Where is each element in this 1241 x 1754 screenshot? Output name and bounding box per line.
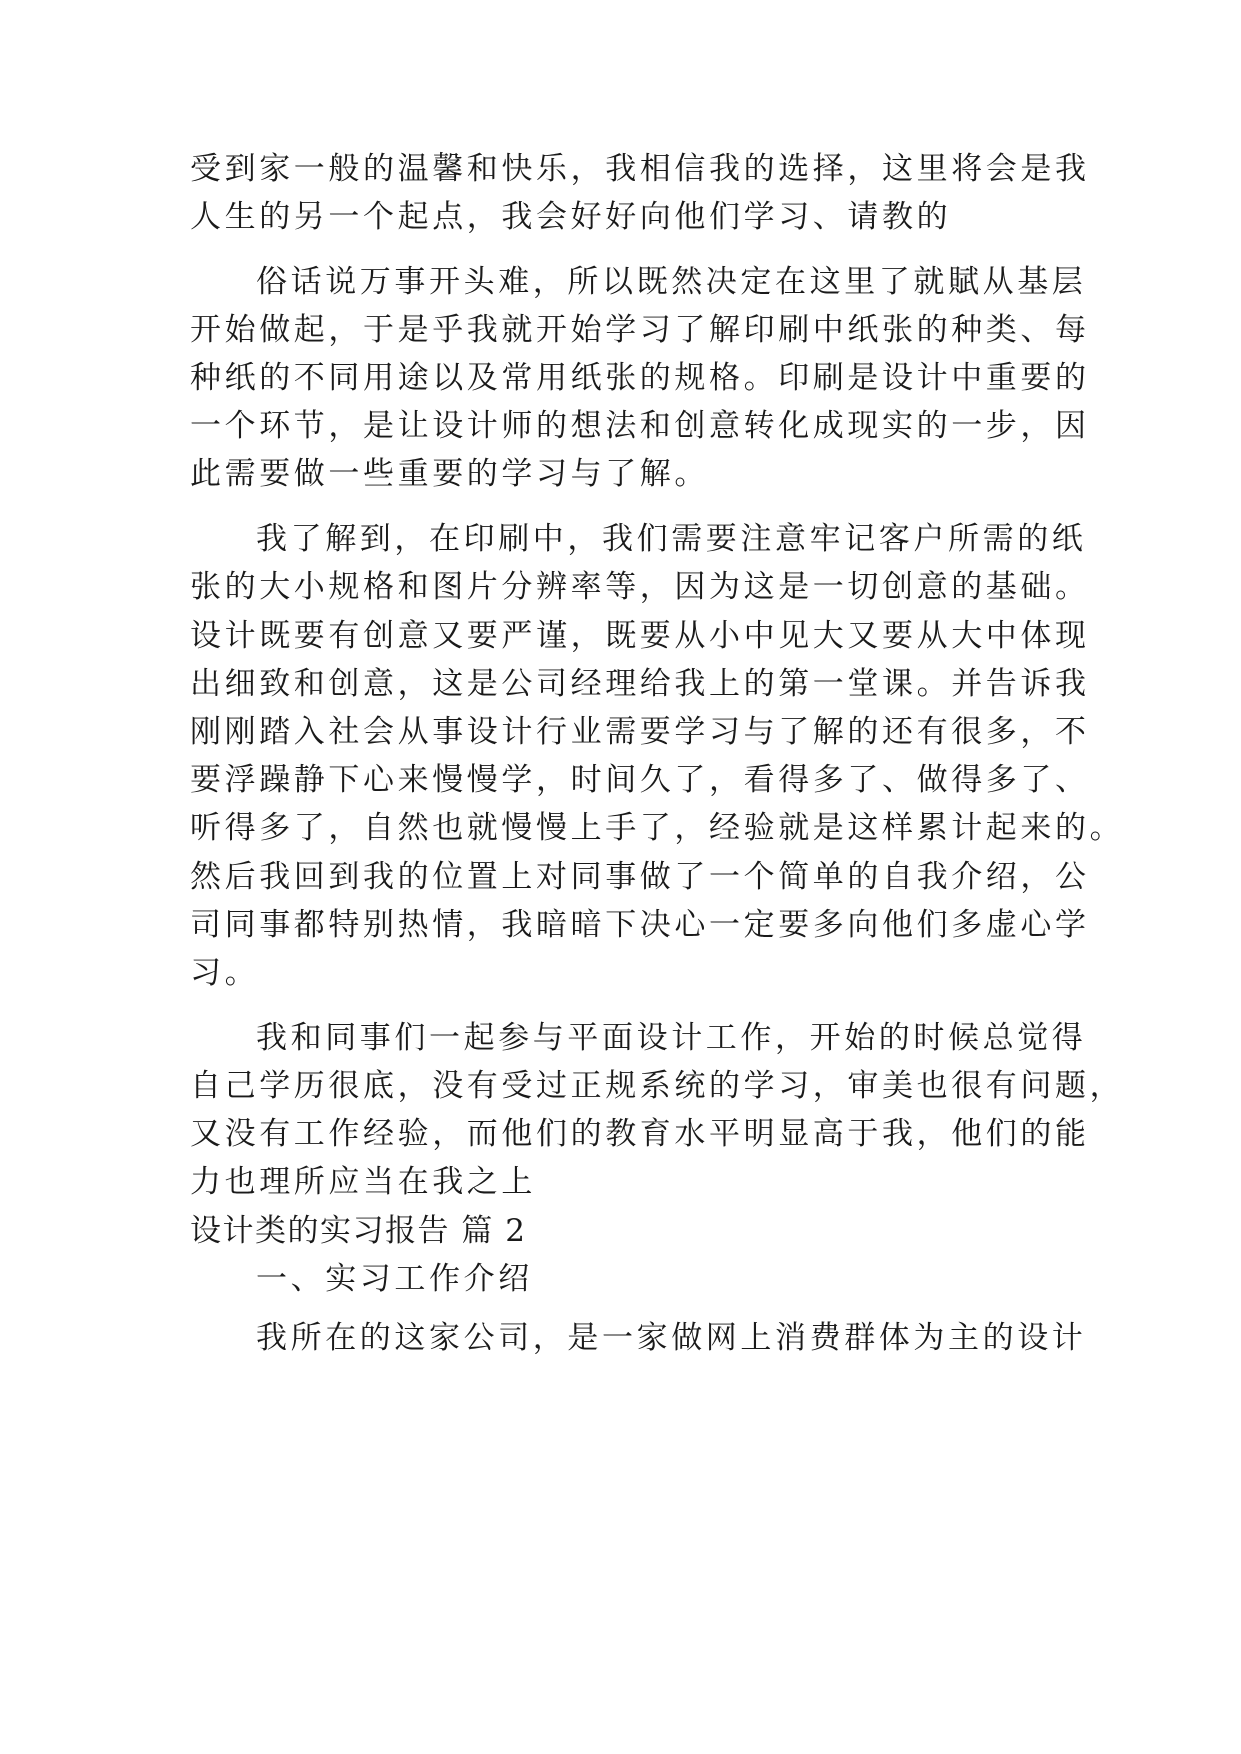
text-line: 张的大小规格和图片分辨率等，因为这是一切创意的基础。 (190, 569, 1090, 605)
text-line: 要浮躁静下心来慢慢学，时间久了，看得多了、做得多了、 (190, 762, 1090, 798)
text-line: 受到家一般的温馨和快乐，我相信我的选择，这里将会是我 (190, 151, 1090, 187)
text-line: 力也理所应当在我之上 (190, 1164, 536, 1200)
text-line: 此需要做一些重要的学习与了解。 (190, 456, 709, 492)
paragraph-start: 我所在的这家公司，是一家做网上消费群体为主的设计 (256, 1320, 1087, 1356)
paragraph-start: 我和同事们一起参与平面设计工作，开始的时候总觉得 (256, 1020, 1087, 1056)
text-line: 然后我回到我的位置上对同事做了一个简单的自我介绍，公 (190, 859, 1090, 895)
text-line: 刚刚踏入社会从事设计行业需要学习与了解的还有很多，不 (190, 714, 1090, 750)
text-line: 人生的另一个起点，我会好好向他们学习、请教的 (190, 199, 952, 235)
paragraph-start: 俗话说万事开头难，所以既然决定在这里了就賦从基层 (256, 264, 1087, 300)
paragraph-start: 我了解到，在印刷中，我们需要注意牢记客户所需的纸 (256, 521, 1087, 557)
text-line: 出细致和创意，这是公司经理给我上的第一堂课。并告诉我 (190, 666, 1090, 702)
text-line: 自己学历很底，没有受过正规系统的学习，审美也很有问题， (190, 1068, 1125, 1104)
text-line: 又没有工作经验，而他们的教育水平明显高于我，他们的能 (190, 1116, 1090, 1152)
text-line: 一个环节，是让设计师的想法和创意转化成现实的一步，因 (190, 408, 1090, 444)
text-line: 听得多了，自然也就慢慢上手了，经验就是这样累计起来的。 (190, 810, 1125, 846)
subsection-title: 一、实习工作介绍 (256, 1261, 533, 1297)
text-line: 开始做起，于是乎我就开始学习了解印刷中纸张的种类、每 (190, 312, 1090, 348)
text-line: 司同事都特别热情，我暗暗下决心一定要多向他们多虚心学 (190, 907, 1090, 943)
section-title: 设计类的实习报告 篇 2 (190, 1213, 527, 1249)
text-line: 习。 (190, 955, 260, 991)
text-line: 设计既要有创意又要严谨，既要从小中见大又要从大中体现 (190, 618, 1090, 654)
text-line: 种纸的不同用途以及常用纸张的规格。印刷是设计中重要的 (190, 360, 1090, 396)
